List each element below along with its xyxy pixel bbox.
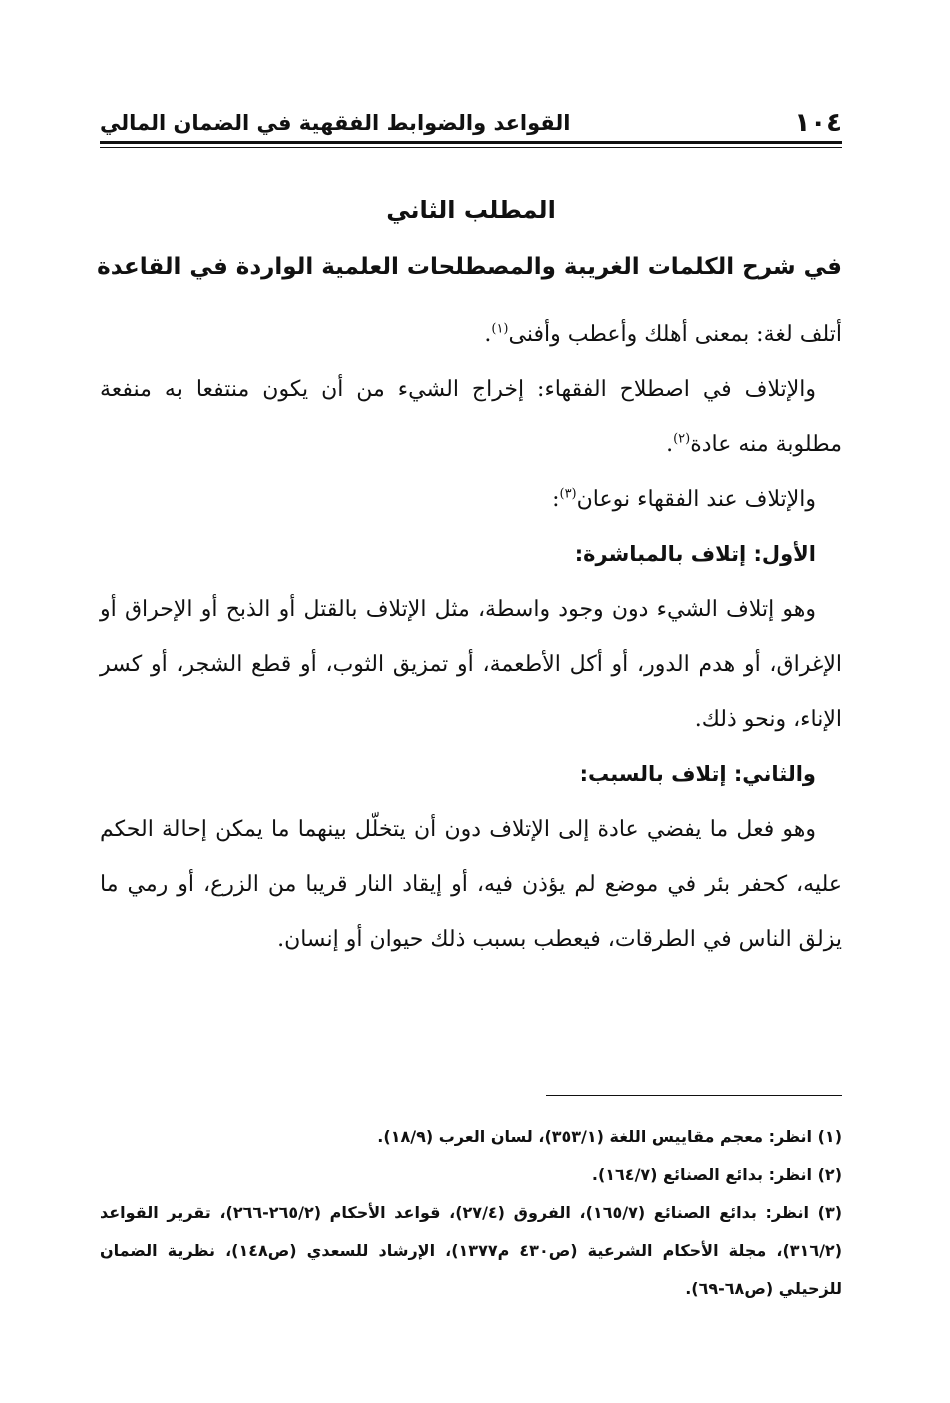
footnotes	[100, 1118, 842, 1308]
section-subtitle: في شرح الكلمات الغريبة والمصطلحات العلمية الواردة في القاعدة	[97, 254, 842, 280]
running-header	[100, 104, 842, 144]
paragraph-direct: وهو إتلاف الشيء دون وجود واسطة، مثل الإتلاف بالقتل أو الذبح أو الإحراق أو الإغراق، أو هدم الدور، أو أكل الأطعمة، أو تمزيق الثوب، أو قطع الشجر، أو كسر الإناء، ونحو ذلك.	[100, 597, 842, 732]
paragraph-text: أتلف لغة: بمعنى أهلك وأعطب وأفنى	[508, 322, 842, 347]
punctuation: :	[552, 487, 560, 512]
paragraph-text: والإتلاف عند الفقهاء نوعان	[576, 487, 816, 512]
paragraph-text: والإتلاف في اصطلاح الفقهاء: إخراج الشيء من أن يكون منتفعا به منفعة مطلوبة منه عادة	[100, 377, 842, 457]
header-rule	[100, 141, 842, 144]
subheading-cause: والثاني: إتلاف بالسبب:	[579, 762, 816, 786]
section-title: المطلب الثاني	[386, 196, 556, 224]
paragraph-definition-linguistic	[100, 307, 842, 362]
running-header-title: القواعد والضوابط الفقهية في الضمان المالي	[100, 111, 571, 135]
footnote-1: (١) انظر: معجم مقاييس اللغة (٣٥٣/١)، لسان العرب (١٨/٩).	[377, 1127, 842, 1146]
header-rule-thin	[100, 147, 842, 148]
footnote-3: (٣) انظر: بدائع الصنائع (١٦٥/٧)، الفروق (٢٧/٤)، قواعد الأحكام (٢٦٥/٢-٢٦٦)، تقرير القواعد (٣١٦/٢)، مجلة الأحكام الشرعية (ص٤٣٠ م١٣٧٧)، الإرشاد للسعدي (ص١٤٨)، نظرية الضمان للزحيلي (ص٦٨-٦٩).	[100, 1203, 843, 1298]
footnote-rule	[546, 1095, 842, 1096]
punctuation: .	[484, 322, 492, 347]
paragraph-cause: وهو فعل ما يفضي عادة إلى الإتلاف دون أن يتخلّل بينهما ما يمكن إحالة الحكم عليه، كحفر بئر في موضع لم يؤذن فيه، أو إيقاد النار قريبا من الزرع، أو رمي ما يزلق الناس في الطرقات، فيعطب بسبب ذلك حيوان أو إنسان.	[100, 817, 842, 952]
page-number: ١٠٤	[794, 108, 842, 138]
subheading-direct: الأول: إتلاف بالمباشرة:	[574, 542, 816, 566]
book-page	[97, 0, 843, 1403]
body-text	[100, 307, 842, 967]
paragraph-types-intro	[100, 472, 842, 527]
footnote-2: (٢) انظر: بدائع الصنائع (١٦٤/٧).	[591, 1165, 842, 1184]
paragraph-definition-technical	[100, 362, 842, 472]
footnote-ref: (٢)	[673, 431, 691, 447]
footnote-ref: (١)	[491, 321, 509, 337]
punctuation: .	[666, 432, 674, 457]
footnote-ref: (٣)	[559, 486, 577, 502]
